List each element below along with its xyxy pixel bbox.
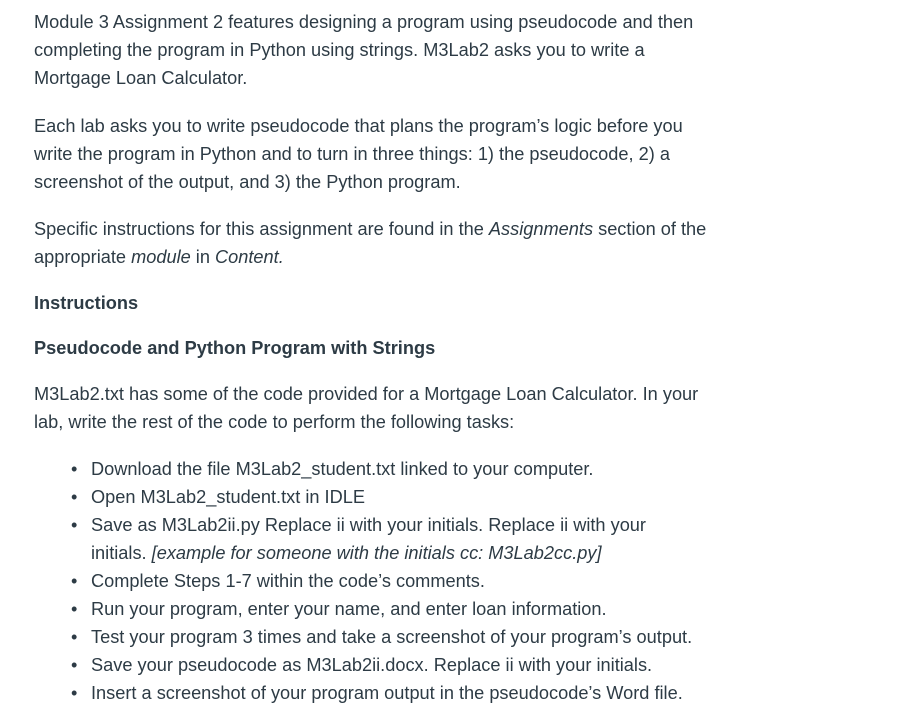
task-list <box>34 455 894 707</box>
content-emphasis: Content. <box>215 247 284 267</box>
list-item <box>71 511 894 567</box>
assignment-content <box>34 8 894 707</box>
lab-line-2: write the program in Python and to turn in three things: 1) the pseudocode, 2) a <box>34 144 670 164</box>
list-item <box>71 567 894 595</box>
bullet-icon: • <box>71 683 78 703</box>
intro-paragraph <box>34 8 894 92</box>
bullet-icon: • <box>71 599 78 619</box>
bullet-icon: • <box>71 571 78 591</box>
instructions-location-paragraph <box>34 215 894 271</box>
list-item <box>71 455 894 483</box>
task-text-line-2: initials. <box>91 543 152 563</box>
location-text-2: section of the <box>593 219 707 239</box>
list-item <box>71 595 894 623</box>
assignments-emphasis: Assignments <box>488 219 594 239</box>
bullet-icon: • <box>71 627 78 647</box>
lab-description-paragraph <box>34 112 894 196</box>
module-emphasis: module <box>131 247 191 267</box>
pseudocode-heading: Pseudocode and Python Program with Strings <box>34 338 436 358</box>
list-item <box>71 623 894 651</box>
intro-line-1: Module 3 Assignment 2 features designing a program using pseudocode and then <box>34 12 694 32</box>
task-text: Test your program 3 times and take a screenshot of your program’s output. <box>91 627 693 647</box>
lab-line-3: screenshot of the output, and 3) the Python program. <box>34 172 461 192</box>
task-text: Save your pseudocode as M3Lab2ii.docx. Replace ii with your initials. <box>91 655 653 675</box>
task-text: Insert a screenshot of your program output in the pseudocode’s Word file. <box>91 683 683 703</box>
task-text: Open M3Lab2_student.txt in IDLE <box>91 487 365 507</box>
example-emphasis: [example for someone with the initials cc: M3Lab2cc.py] <box>151 543 602 563</box>
list-item <box>71 483 894 511</box>
task-text: Complete Steps 1-7 within the code’s comments. <box>91 571 485 591</box>
list-item <box>71 651 894 679</box>
calculator-line-2: lab, write the rest of the code to perform the following tasks: <box>34 412 515 432</box>
intro-line-3: Mortgage Loan Calculator. <box>34 68 248 88</box>
bullet-icon: • <box>71 515 78 535</box>
location-text-1: Specific instructions for this assignment are found in the <box>34 219 489 239</box>
bullet-icon: • <box>71 655 78 675</box>
task-text-line-1: Save as M3Lab2ii.py Replace ii with your initials. Replace ii with your <box>91 515 646 535</box>
list-item <box>71 679 894 707</box>
location-text-3: appropriate <box>34 247 132 267</box>
lab-line-1: Each lab asks you to write pseudocode that plans the program’s logic before you <box>34 116 683 136</box>
location-text-4: in <box>190 247 215 267</box>
instructions-heading: Instructions <box>34 293 139 313</box>
bullet-icon: • <box>71 487 78 507</box>
bullet-icon: • <box>71 459 78 479</box>
intro-line-2: completing the program in Python using strings. M3Lab2 asks you to write a <box>34 40 645 60</box>
calculator-paragraph <box>34 380 894 436</box>
task-text: Download the file M3Lab2_student.txt linked to your computer. <box>91 459 594 479</box>
task-text: Run your program, enter your name, and enter loan information. <box>91 599 607 619</box>
calculator-line-1: M3Lab2.txt has some of the code provided for a Mortgage Loan Calculator. In your <box>34 384 699 404</box>
